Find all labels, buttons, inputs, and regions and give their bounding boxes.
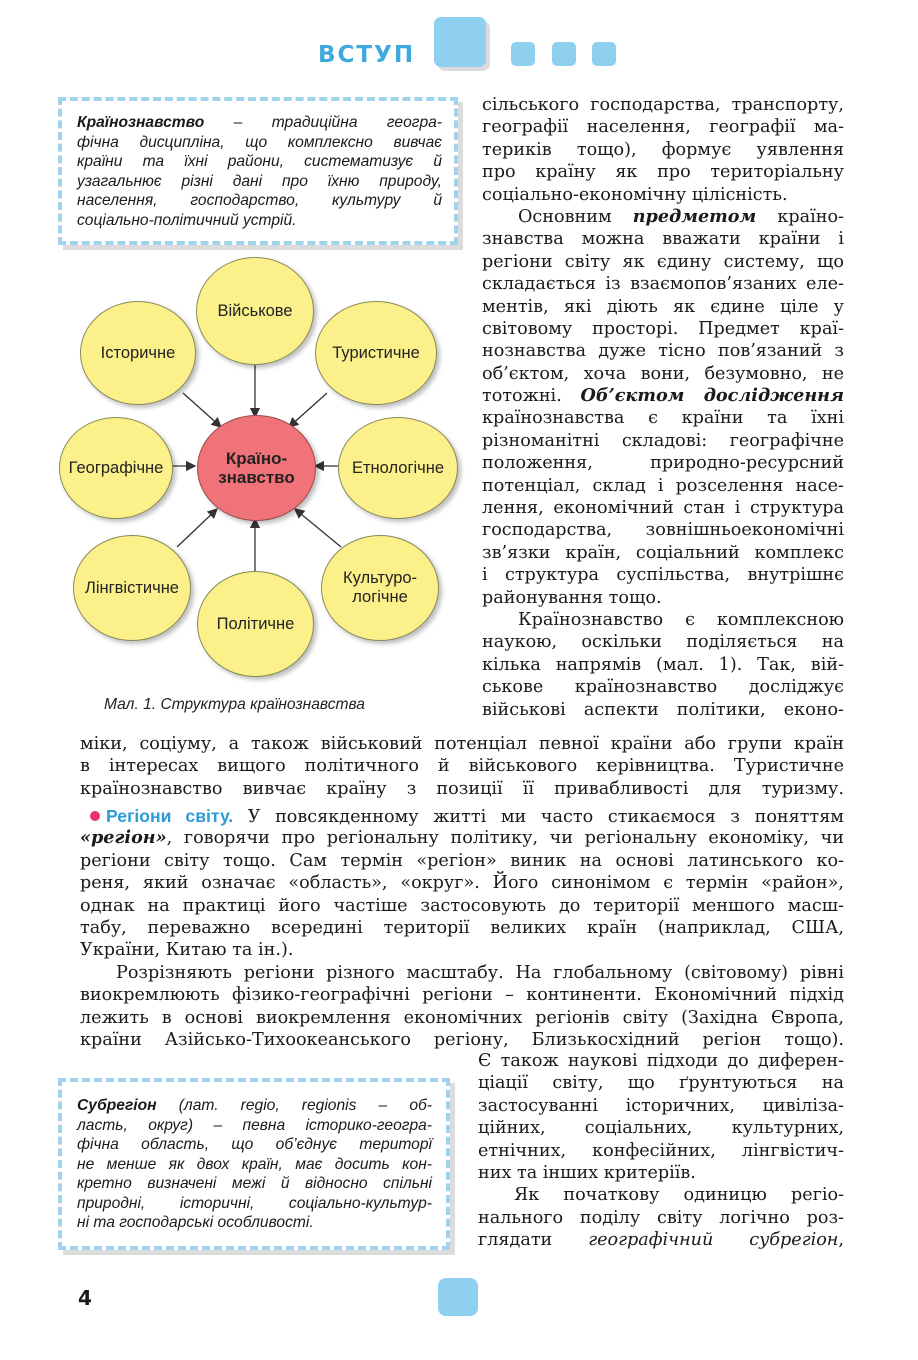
text-line: потенціал, склад і розселення насе- (482, 475, 844, 496)
text-line (482, 385, 844, 407)
text-line: країнознавство вивчає країну з позиції її привабливості для туризму. (80, 778, 844, 799)
text-line: ментів, які діють як єдине ціле у (482, 296, 844, 317)
definition-term: Країнознавство (77, 114, 205, 131)
definition-term: Субрегіон (77, 1097, 157, 1114)
definition-box-subregion (58, 1078, 450, 1250)
text-line: різноманітні складові: географічне (482, 430, 844, 451)
text-line: соціально-економічну цілісність. (482, 184, 788, 205)
definition-text-line: соціально-політичний устрій. (77, 211, 297, 229)
text-line: географії населення, географії ма- (482, 117, 844, 138)
text-line: виокремлюють фізико-географічні регіони – континенти. Економічний підхід (80, 985, 844, 1006)
text-line: нального поділу світу логічно роз- (478, 1207, 844, 1228)
text-span: У повсякденному житті ми часто стикаємося з поняттям (233, 807, 844, 827)
text-line: регіони світу тощо. Сам термін «регіон» виник на основі латинського ко- (80, 850, 844, 871)
section-heading-regions: Регіони світу. (106, 806, 234, 826)
bullet-icon (90, 811, 100, 821)
definition-text-line: – традиційна геогра- (204, 114, 442, 131)
text-line: ціації світу, що ґрунтуються на (478, 1073, 844, 1094)
definition-text-line: ласть, округ) – певна історико-геогра- (77, 1116, 432, 1134)
text-line (80, 827, 844, 849)
text-line (80, 805, 844, 827)
text-line: країнознавства є країни та їхні (482, 408, 844, 429)
text-line: України, Китаю та ін.). (80, 940, 294, 961)
text-span: , (838, 1230, 844, 1251)
node-krainoznavstvo-center: Країно- знавство (197, 415, 316, 521)
page-number: 4 (78, 1286, 92, 1310)
text-line: світовому просторі. Предмет краї- (482, 318, 844, 339)
definition-text-line: не менше як двох країн, має досить кон- (77, 1155, 432, 1173)
text-line: регіони світу як єдину систему, що (482, 251, 844, 272)
definition-text-line: (лат. regio, regionis – об- (156, 1097, 432, 1114)
text-span: , говорячи про регіональну політику, чи регіональну економіку, чи (166, 828, 844, 849)
definition-text-line: фічна область, що об’єднує територї (77, 1136, 432, 1153)
right-column-text-1 (482, 94, 844, 721)
text-line (482, 206, 844, 228)
text-line: лення, економічний стан і структура (482, 498, 844, 519)
text-line: Розрізняють регіони різного масштабу. На глобальному (світовому) рівні (116, 962, 844, 983)
text-line: нознавства дуже тісно пов’язаний з (482, 341, 844, 362)
right-column-text-2 (478, 1050, 844, 1252)
text-line: Країнознавство є комплексною (518, 609, 844, 630)
definition-text-line: населення, господарство, культуру й (77, 192, 442, 209)
text-line: міки, соціуму, а також військовий потенціал певної країни або групи країн (80, 734, 844, 754)
text-line: табу, переважно всередині території великих країн (наприклад, США, (80, 917, 844, 938)
node-kulturolohichne: Культуро- логічне (321, 535, 439, 641)
text-line: них та інших критеріїв. (478, 1162, 696, 1183)
text-line: наукою, оскільки поділяється на (482, 632, 844, 653)
definition-text-line: узагальнює різні дані про їхню природу, (77, 172, 442, 190)
text-line: об’єктом, хоча вони, безумовно, не (482, 363, 844, 384)
text-line: реня, який означає «область», «округ». Його синонімом є термін «район», (80, 873, 844, 894)
text-line: однак на практиці його частіше застосовують до території меншого масш- (80, 895, 844, 916)
text-line: Як початкову одиницю регіо- (514, 1185, 844, 1206)
node-turystychne: Туристичне (315, 301, 437, 405)
term-region: «регіон» (80, 827, 167, 849)
footer-decorative-square (438, 1278, 478, 1316)
text-line: господарства, зовнішньоекономічні (482, 520, 844, 541)
text-line: етнічних, конфесійних, лінгвістич- (478, 1140, 844, 1161)
text-line: сільського господарства, транспорту, (482, 95, 844, 115)
text-line: застосуванні історичних, цивіліза- (478, 1095, 844, 1116)
definition-text-line: країни та їхні райони, систематизує й (77, 153, 442, 170)
definition-text-line: ні та господарські особливості. (77, 1214, 314, 1231)
text-line: териків тощо), формує уявлення (482, 139, 844, 160)
decorative-square-large (434, 17, 486, 67)
text-line: Є також наукові підходи до диферен- (478, 1051, 844, 1071)
decorative-square-2 (552, 42, 576, 66)
regions-section (80, 805, 844, 1051)
decorative-square-3 (592, 42, 616, 66)
text-line: районування тощо. (482, 587, 662, 608)
full-width-text-1 (80, 733, 844, 800)
definition-text-line: фічна дисципліна, що комплексно вивчає (77, 133, 442, 151)
text-line: і структура суспільства, внутрішнє (482, 565, 844, 586)
term-obiekt: Об’єктом дослідження (580, 385, 844, 407)
figure-caption: Мал. 1. Структура країнознавства (104, 696, 365, 713)
term-predmet: предметом (632, 205, 757, 227)
text-line: про країну як про територіальну (482, 162, 844, 183)
text-line: положення, природно-ресурсний (482, 453, 844, 474)
text-line: ційних, соціальних, культурних, (478, 1118, 844, 1139)
text-span: глядати (478, 1230, 589, 1251)
text-line: знавства можна вважати країни і (482, 229, 844, 250)
page-title: ВСТУП (318, 42, 416, 68)
text-span: країно- (756, 206, 844, 227)
text-span: тотожні. (482, 386, 581, 407)
structure-diagram (55, 255, 465, 675)
definition-box-krainoznavstvo (58, 97, 458, 245)
node-politychne: Політичне (197, 571, 314, 677)
node-heohrafichne: Географічне (59, 417, 173, 519)
text-line: країни Азійсько-Тихоокеанського регіону, Близькосхідний регіон тощо). (80, 1029, 844, 1050)
text-line: кілька напрямів (мал. 1). Так, вій- (482, 654, 844, 675)
text-line: складається із взаємопов’язаних еле- (482, 274, 844, 295)
definition-text-line: кретно визначені межі й відносно спільні (77, 1175, 432, 1192)
text-line: в інтересах вищого політичного й військового керівництва. Туристичне (80, 756, 844, 777)
text-line: ськове країнознавство досліджує (482, 677, 844, 698)
text-line: військові аспекти політики, еконо- (482, 699, 844, 720)
node-viiskove: Військове (196, 257, 314, 365)
definition-text-line: природні, історичні, соціально-культур- (77, 1194, 432, 1212)
term-subregion-italic: географічний субрегіон (588, 1230, 839, 1251)
text-line (478, 1229, 844, 1251)
node-istorychne: Історичне (80, 301, 196, 405)
text-line: зв’язки країн, соціальний комплекс (482, 542, 844, 563)
decorative-square-1 (511, 42, 535, 66)
node-etnolohichne: Етнологічне (338, 417, 458, 519)
text-span: Основним (518, 206, 633, 227)
node-linhvistychne: Лінгвістичне (73, 535, 191, 641)
text-line: лежить в основі виокремлення економічних регіонів світу (Західна Європа, (80, 1007, 844, 1028)
